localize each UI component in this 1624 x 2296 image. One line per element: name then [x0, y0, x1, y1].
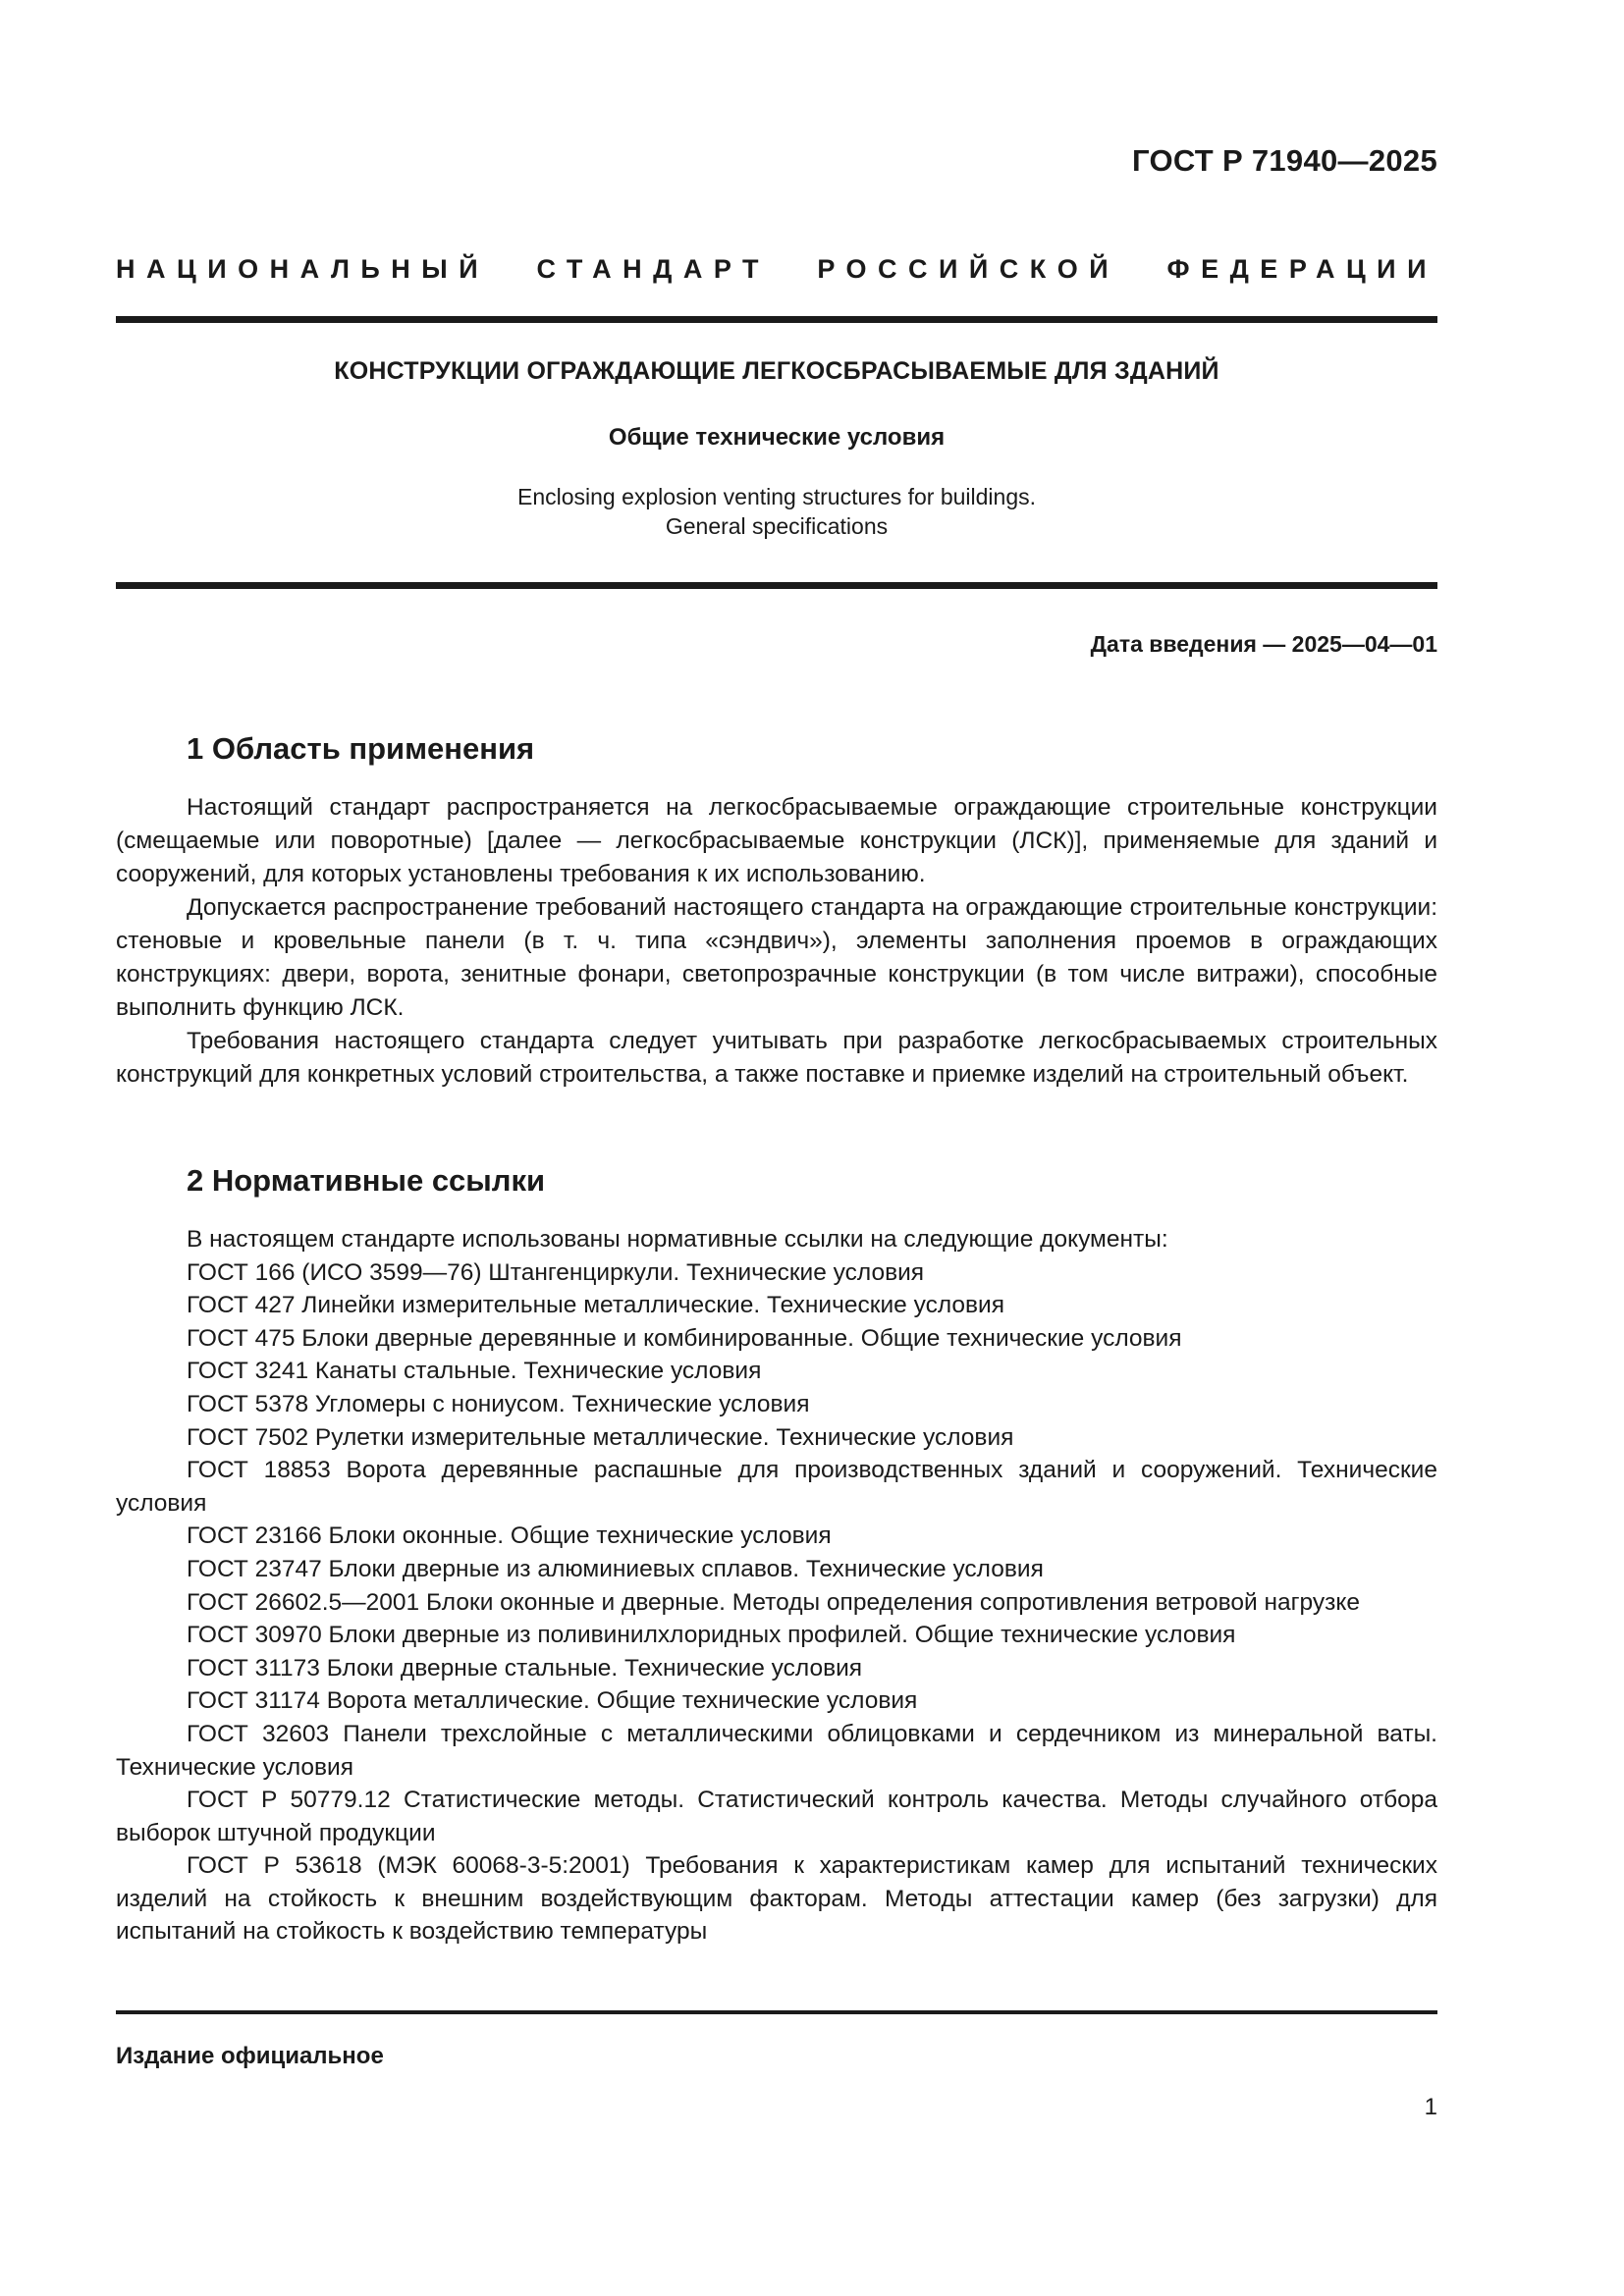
page-number: 1 — [1424, 2094, 1437, 2120]
english-title-line-2: General specifications — [665, 513, 889, 539]
reference-item: ГОСТ Р 53618 (МЭК 60068-3-5:2001) Требования к характеристикам камер для испытаний технических изделий на стойкость к внешним воздействующим факторам. Методы аттестации камер (без загрузки) для испытаний на стойкость к воздействию температуры — [116, 1852, 1437, 1946]
reference-item: ГОСТ 3241 Канаты стальные. Технические условия — [187, 1358, 762, 1385]
document-number: ГОСТ Р 71940—2025 — [1132, 143, 1437, 178]
reference-item: ГОСТ 475 Блоки дверные деревянные и комбинированные. Общие технические условия — [187, 1324, 1182, 1352]
reference-item: ГОСТ 7502 Рулетки измерительные металлические. Технические условия — [187, 1423, 1014, 1451]
introduction-date: Дата введения — 2025—04—01 — [1090, 631, 1437, 657]
reference-item: ГОСТ 32603 Панели трехслойные с металлическими облицовками и сердечником из минеральной ваты. Технические условия — [116, 1720, 1437, 1781]
reference-item: ГОСТ 30970 Блоки дверные из поливинилхлоридных профилей. Общие технические условия — [187, 1622, 1236, 1649]
section-1-heading: 1 Область применения — [187, 731, 535, 766]
reference-item: ГОСТ 23166 Блоки оконные. Общие технические условия — [187, 1522, 832, 1550]
reference-item: ГОСТ 5378 Угломеры с нониусом. Технические условия — [187, 1390, 810, 1417]
official-edition-label: Издание официальное — [116, 2043, 384, 2069]
top-divider — [116, 316, 1437, 323]
document-title: КОНСТРУКЦИИ ОГРАЖДАЮЩИЕ ЛЕГКОСБРАСЫВАЕМЫЕ ДЛЯ ЗДАНИЙ — [334, 357, 1219, 385]
reference-item: ГОСТ 31173 Блоки дверные стальные. Технические условия — [187, 1654, 863, 1682]
national-standard-banner: НАЦИОНАЛЬНЫЙ СТАНДАРТ РОССИЙСКОЙ ФЕДЕРАЦИИ — [116, 254, 1437, 284]
section-1-paragraph: Требования настоящего стандарта следует учитывать при разработке легкосбрасываемых строительных конструкций для конкретных условий строительства, а также поставке и приемке изделий на строительный объект. — [116, 1028, 1437, 1088]
footer-divider — [116, 2010, 1437, 2014]
reference-item: ГОСТ 18853 Ворота деревянные распашные для производственных зданий и сооружений. Технические условия — [116, 1457, 1437, 1517]
section-2-heading: 2 Нормативные ссылки — [187, 1163, 546, 1198]
title-divider — [116, 582, 1437, 589]
english-title-line-1: Enclosing explosion venting structures for buildings. — [516, 484, 1036, 509]
document-subtitle: Общие технические условия — [608, 424, 946, 451]
reference-item: ГОСТ 26602.5—2001 Блоки оконные и дверные. Методы определения сопротивления ветровой нагрузке — [187, 1588, 1360, 1616]
references-intro: В настоящем стандарте использованы нормативные ссылки на следующие документы: — [187, 1226, 1168, 1253]
normative-references-list — [116, 1223, 1437, 1949]
reference-item: ГОСТ 166 (ИСО 3599—76) Штангенциркули. Технические условия — [187, 1258, 925, 1286]
reference-item: ГОСТ 23747 Блоки дверные из алюминиевых сплавов. Технические условия — [187, 1555, 1044, 1582]
reference-item: ГОСТ Р 50779.12 Статистические методы. Статистический контроль качества. Методы случайного отбора выборок штучной продукции — [116, 1787, 1437, 1846]
section-1-paragraph: Допускается распространение требований настоящего стандарта на ограждающие строительные конструкции: стеновые и кровельные панели (в т. ч. типа «сэндвич»), элементы заполнения проемов в ограждающих конструкциях: двери, ворота, зенитные фонари, светопрозрачные конструкции (в том числе витражи), способные выполнить функцию ЛСК. — [116, 894, 1437, 1021]
reference-item: ГОСТ 31174 Ворота металлические. Общие технические условия — [187, 1687, 918, 1715]
section-1-paragraph: Настоящий стандарт распространяется на легкосбрасываемые ограждающие строительные конструкции (смещаемые или поворотные) [далее — легкосбрасываемые конструкции (ЛСК)], применяемые для зданий и сооружений, для которых установлены требования к их использованию. — [116, 794, 1437, 887]
reference-item: ГОСТ 427 Линейки измерительные металлические. Технические условия — [187, 1292, 1004, 1319]
